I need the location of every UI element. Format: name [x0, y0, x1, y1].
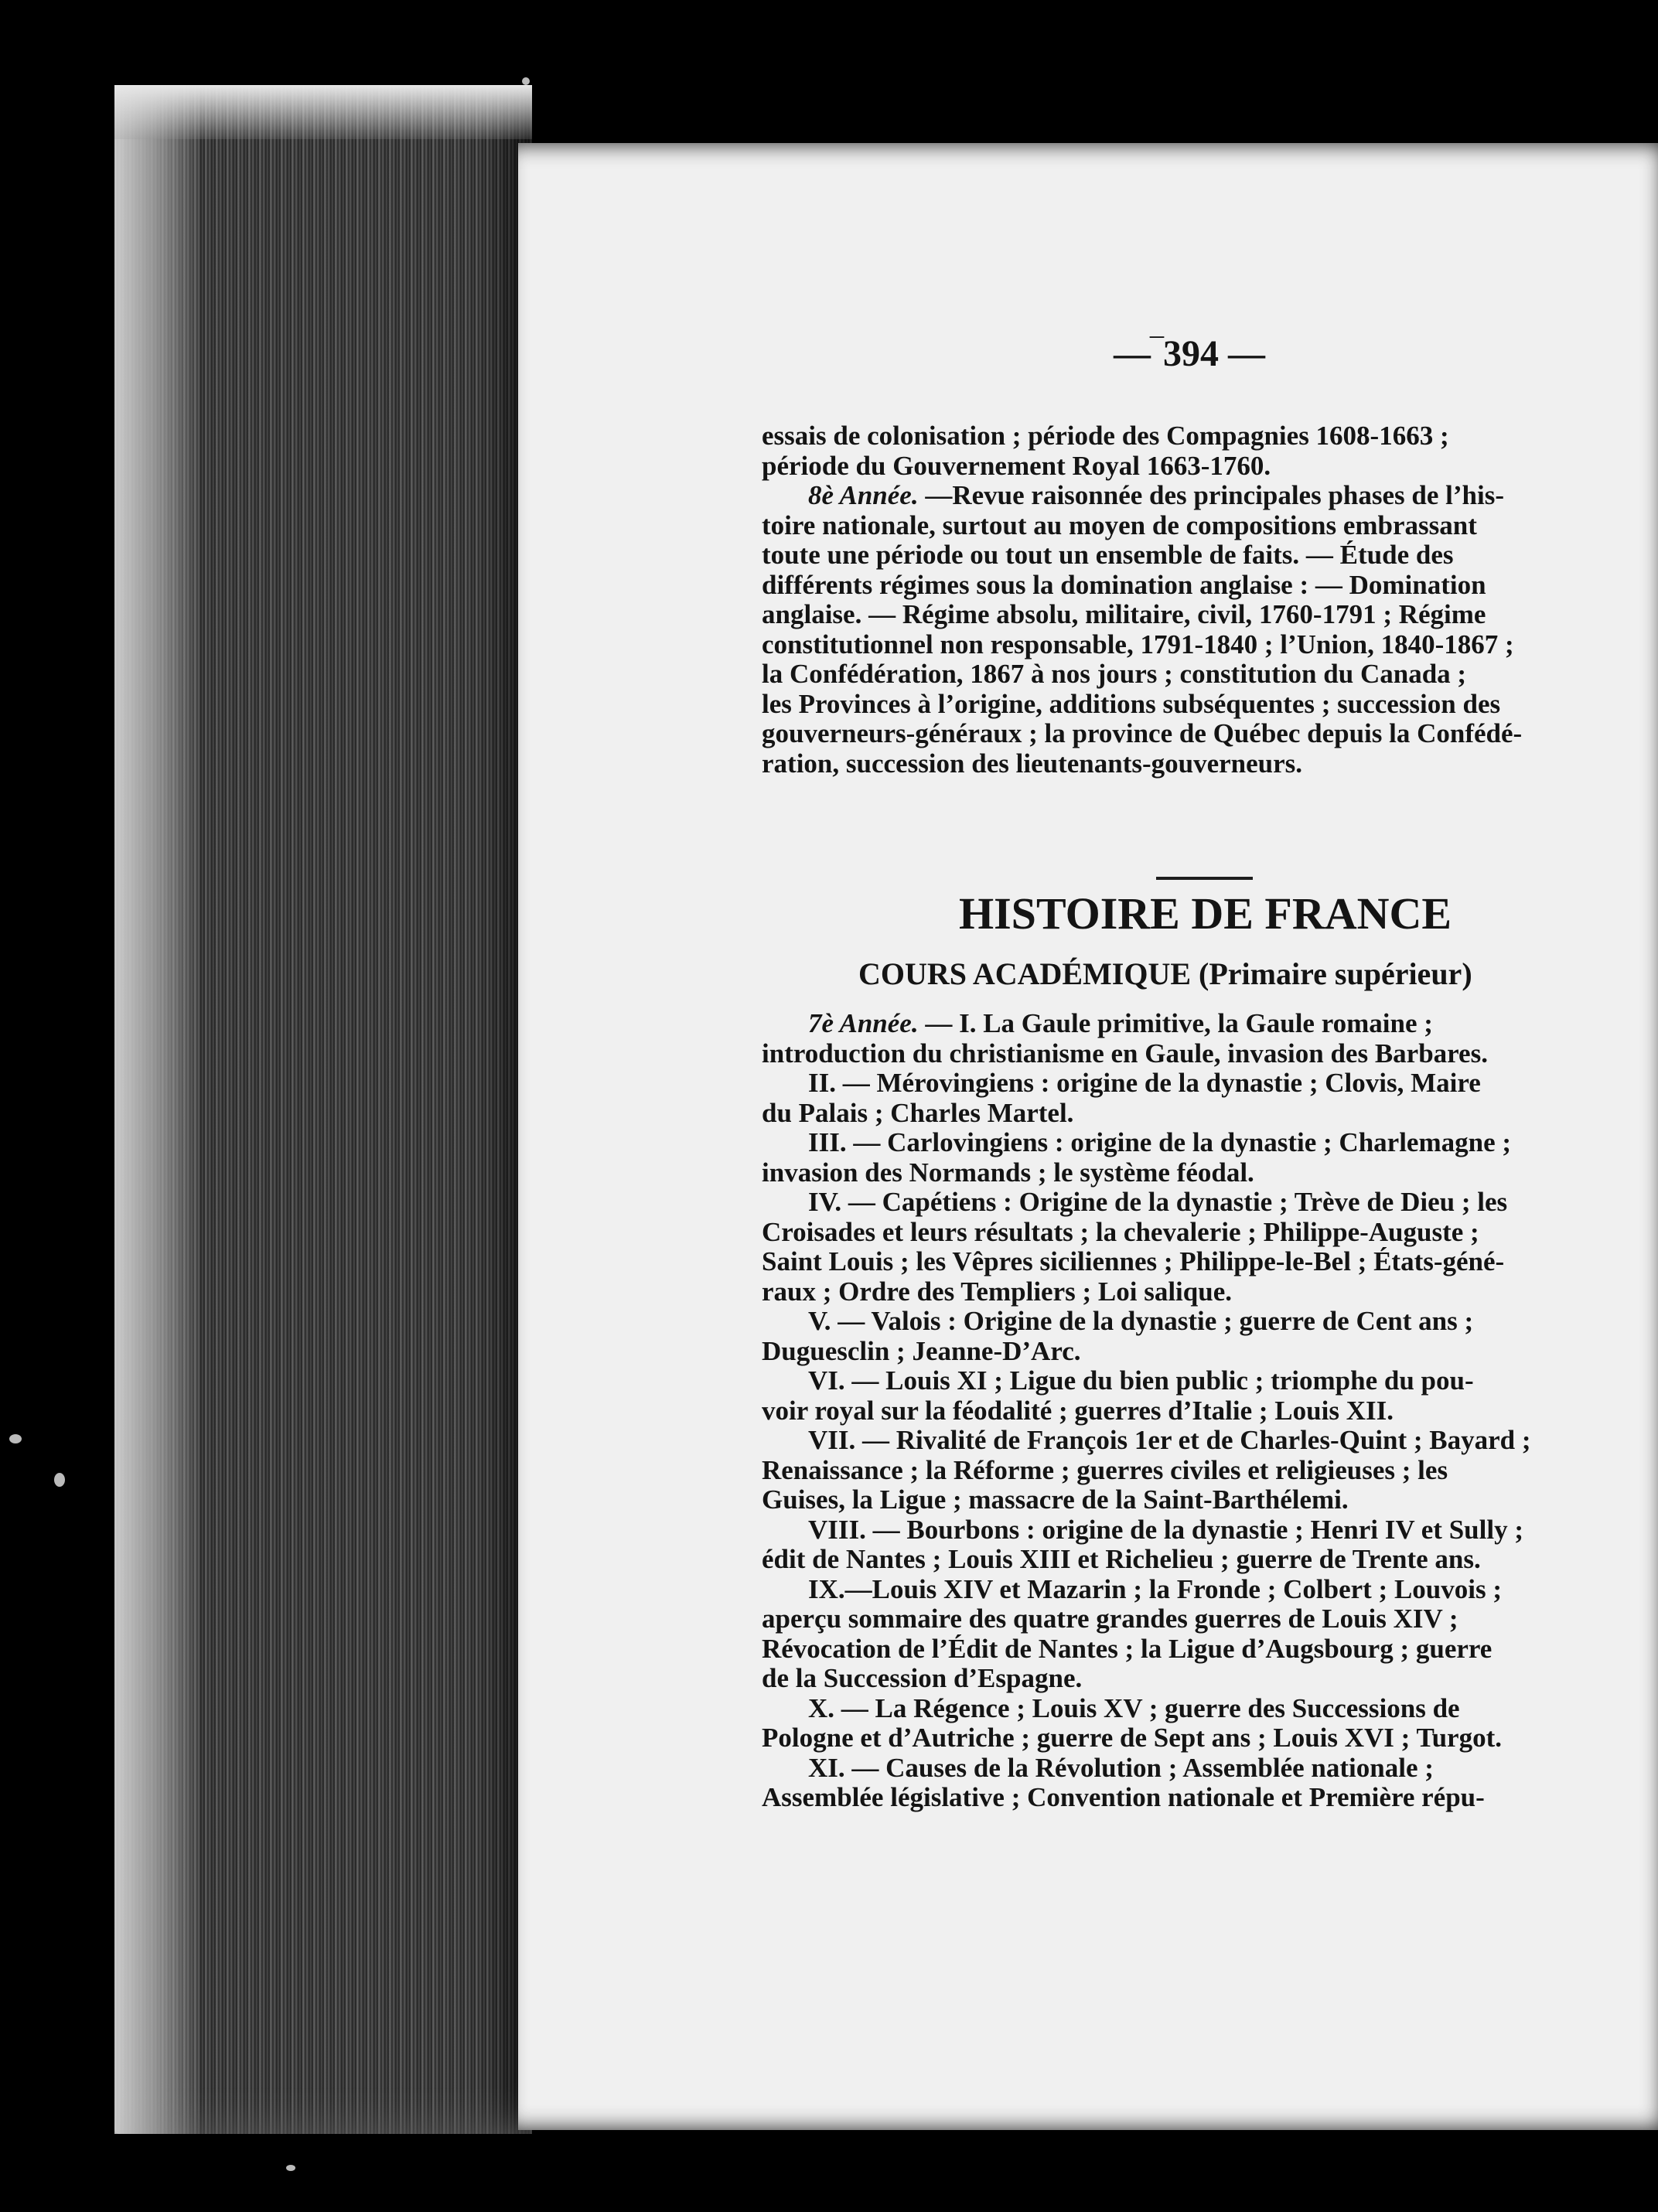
text-line: IX.—Louis XIV et Mazarin ; la Fronde ; Colbert ; Louvois ;	[808, 1574, 1503, 1604]
section-subheading: COURS ACADÉMIQUE (Primaire supérieur)	[858, 956, 1472, 991]
text-line: du Palais ; Charles Martel.	[762, 1098, 1074, 1128]
text-line: 8è Année. —Revue raisonnée des principales phases de l’his-	[808, 481, 1504, 510]
text-line: VIII. — Bourbons : origine de la dynastie ; Henri IV et Sully ;	[808, 1515, 1523, 1545]
page-number: —‾394 —	[1114, 333, 1265, 374]
bottom-paragraph	[762, 1009, 1658, 1813]
text-line: anglaise. — Régime absolu, militaire, civil, 1760-1791 ; Régime	[762, 600, 1486, 629]
text-line: essais de colonisation ; période des Compagnies 1608-1663 ;	[762, 421, 1449, 451]
text-line: raux ; Ordre des Templiers ; Loi salique.	[762, 1276, 1232, 1307]
text-line: la Confédération, 1867 à nos jours ; constitution du Canada ;	[762, 660, 1467, 689]
text-line: aperçu sommaire des quatre grandes guerres de Louis XIV ;	[762, 1604, 1458, 1634]
text-line: Renaissance ; la Réforme ; guerres civiles et religieuses ; les	[762, 1455, 1448, 1485]
text-line: toire nationale, surtout au moyen de compositions embrassant	[762, 510, 1477, 540]
text-line: X. — La Régence ; Louis XV ; guerre des Successions de	[808, 1693, 1460, 1723]
text-line: XI. — Causes de la Révolution ; Assemblée nationale ;	[808, 1753, 1434, 1783]
text-line: les Provinces à l’origine, additions subséquentes ; succession des	[762, 689, 1501, 719]
text-line: III. — Carlovingiens : origine de la dynastie ; Charlemagne ;	[808, 1128, 1512, 1157]
scan-speck	[522, 77, 530, 85]
text-line: IV. — Capétiens : Origine de la dynastie ; Trève de Dieu ; les	[808, 1188, 1508, 1217]
text-line: Guises, la Ligue ; massacre de la Saint-Barthélemi.	[762, 1485, 1349, 1515]
text-line: période du Gouvernement Royal 1663-1760.	[762, 451, 1271, 481]
text-line: Pologne et d’Autriche ; guerre de Sept ans ; Louis XVI ; Turgot.	[762, 1723, 1502, 1753]
text-line: de la Succession d’Espagne.	[762, 1664, 1083, 1693]
scan-speck	[54, 1473, 65, 1487]
text-line: Révocation de l’Édit de Nantes ; la Ligue d’Augsbourg ; guerre	[762, 1634, 1493, 1664]
text-line: Saint Louis ; les Vêpres siciliennes ; Philippe-le-Bel ; États-géné-	[762, 1247, 1505, 1276]
scan-speck	[286, 2165, 295, 2171]
text-line: ration, succession des lieutenants-gouverneurs.	[762, 748, 1303, 779]
text-line: II. — Mérovingiens : origine de la dynastie ; Clovis, Maire	[808, 1069, 1481, 1098]
text-line: VI. — Louis XI ; Ligue du bien public ; triomphe du pou-	[808, 1366, 1474, 1396]
text-line: différents régimes sous la domination anglaise : — Domination	[762, 570, 1486, 600]
scan-speck	[9, 1434, 22, 1443]
book-page-edges	[114, 85, 532, 2134]
text-line: V. — Valois : Origine de la dynastie ; guerre de Cent ans ;	[808, 1307, 1474, 1336]
text-line: gouverneurs-généraux ; la province de Québec depuis la Confédé-	[762, 719, 1523, 748]
text-line: constitutionnel non responsable, 1791-1840 ; l’Union, 1840-1867 ;	[762, 629, 1514, 660]
text-line: introduction du christianisme en Gaule, invasion des Barbares.	[762, 1038, 1488, 1069]
text-line: invasion des Normands ; le système féodal.	[762, 1157, 1254, 1188]
text-line: Duguesclin ; Jeanne-D’Arc.	[762, 1336, 1081, 1366]
text-line: voir royal sur la féodalité ; guerres d’Italie ; Louis XII.	[762, 1396, 1394, 1426]
text-line: VII. — Rivalité de François 1er et de Charles-Quint ; Bayard ;	[808, 1426, 1531, 1455]
text-line: Assemblée législative ; Convention nationale et Première répu-	[762, 1783, 1485, 1812]
text-line: édit de Nantes ; Louis XIII et Richelieu ; guerre de Trente ans.	[762, 1545, 1481, 1574]
text-line: Croisades et leurs résultats ; la chevalerie ; Philippe-Auguste ;	[762, 1217, 1479, 1247]
section-heading: HISTOIRE DE FRANCE	[959, 888, 1452, 939]
section-rule	[1156, 877, 1253, 880]
top-paragraph	[762, 421, 1658, 779]
text-line: 7è Année. — I. La Gaule primitive, la Gaule romaine ;	[808, 1009, 1433, 1038]
text-line: toute une période ou tout un ensemble de faits. — Étude des	[762, 540, 1454, 570]
